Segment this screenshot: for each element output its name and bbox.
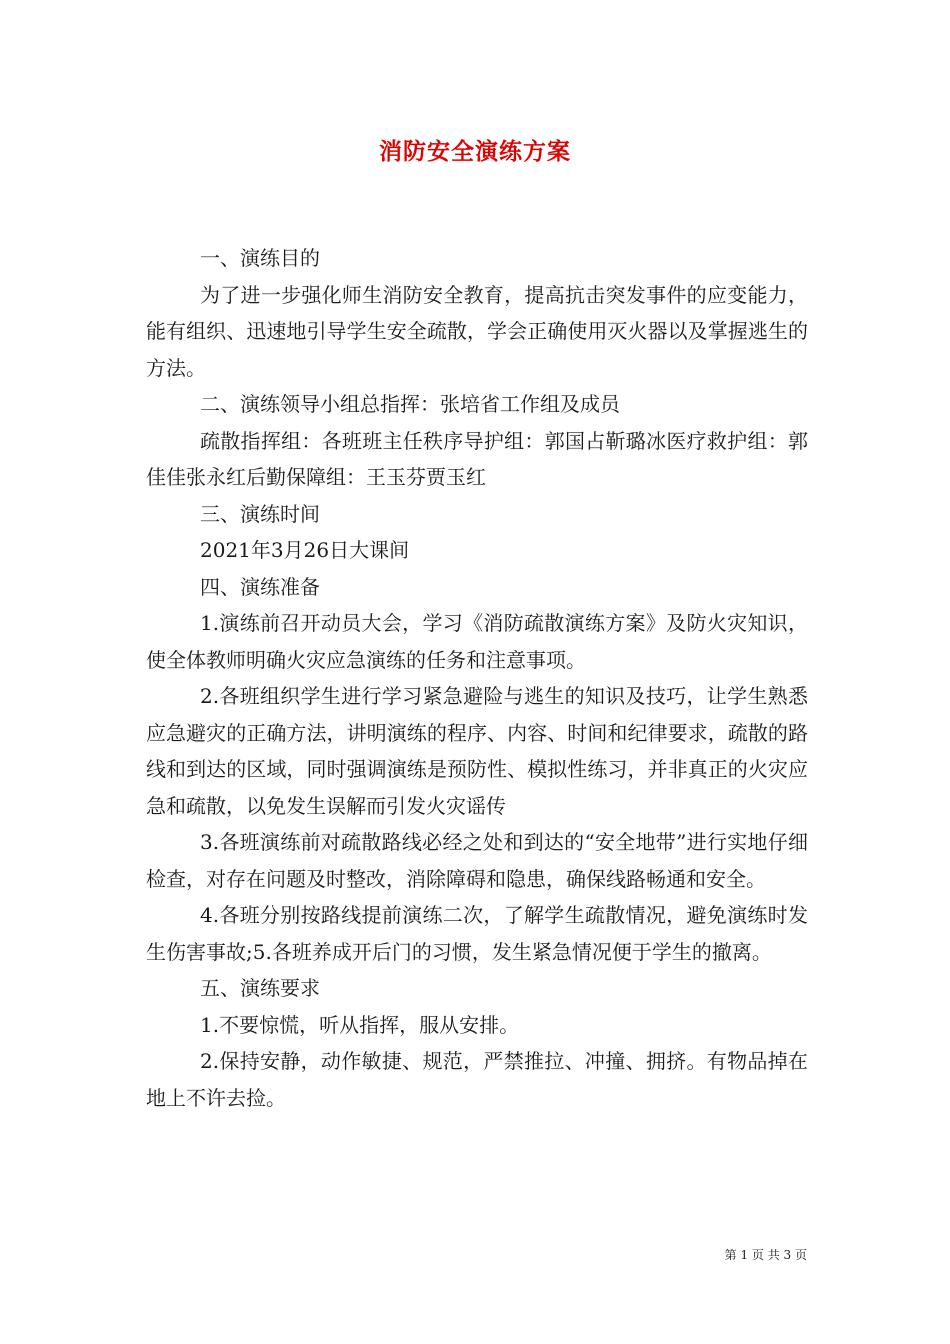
section-heading: 五、演练要求: [200, 976, 320, 1000]
section-heading: 一、演练目的: [200, 246, 320, 270]
paragraph: 2.保持安静，动作敏捷、规范，严禁推拉、冲撞、拥挤。有物品掉在地上不许去捡。: [146, 1049, 808, 1110]
paragraph: 为了进一步强化师生消防安全教育，提高抗击突发事件的应变能力，能有组织、迅速地引导学生安全疏散，学会正确使用灭火器以及掌握逃生的方法。: [146, 282, 808, 380]
paragraph: 3.各班演练前对疏散路线必经之处和到达的“安全地带”进行实地仔细检查，对存在问题及时整改，消除障碍和隐患，确保线路畅通和安全。: [146, 830, 808, 891]
page-number: 第 1 页 共 3 页: [724, 1248, 807, 1262]
document-title: 消防安全演练方案: [379, 138, 571, 165]
paragraph: 2.各班组织学生进行学习紧急避险与逃生的知识及技巧，让学生熟悉应急避灾的正确方法，讲明演练的程序、内容、时间和纪律要求，疏散的路线和到达的区域，同时强调演练是预防性、模拟性练习，并非真正的火灾应急和疏散，以免发生误解而引发火灾谣传: [146, 684, 808, 818]
paragraph: 疏散指挥组：各班班主任秩序导护组：郭国占靳璐冰医疗救护组：郭佳佳张永红后勤保障组：王玉芬贾玉红: [146, 428, 808, 489]
paragraph: 1.不要惊慌，听从指挥，服从安排。: [200, 1012, 520, 1037]
paragraph: 2021年3月26日大课间: [200, 538, 410, 562]
section-heading: 三、演练时间: [200, 501, 320, 526]
document-body: [146, 240, 808, 1116]
section-heading: 四、演练准备: [200, 574, 320, 599]
paragraph: 1.演练前召开动员大会，学习《消防疏散演练方案》及防火灾知识，使全体教师明确火灾应急演练的任务和注意事项。: [146, 611, 808, 672]
paragraph: 4.各班分别按路线提前演练二次，了解学生疏散情况，避免演练时发生伤害事故;5.各班养成开后门的习惯，发生紧急情况便于学生的撤离。: [146, 903, 808, 964]
section-heading: 二、演练领导小组总指挥：张培省工作组及成员: [200, 392, 620, 416]
